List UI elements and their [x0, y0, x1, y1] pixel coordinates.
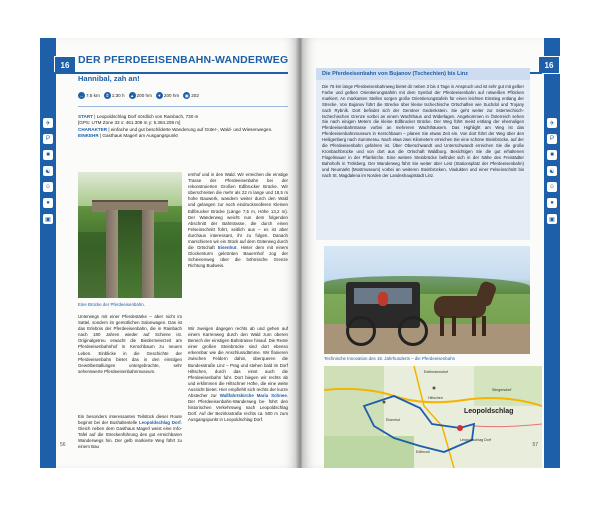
stats-divider — [78, 106, 288, 107]
stat-value: 200 hm — [136, 93, 152, 98]
route-link[interactable]: Wallfahrtskirche Maria Schnee — [219, 393, 287, 399]
distance-icon: ↔ — [79, 93, 84, 98]
bridge-photo-caption: Eine Brücke der Pferdeeisenbahn. — [78, 302, 145, 307]
route-link[interactable]: Leopoldschlag Dorf — [139, 420, 181, 426]
para-text: ernhof und in den Wald. Wir erreichen die einstige Trasse der Pferdeeisenbahn bei der rekonstruierten Großen Edlbrucker Brücke. Wir überschreiten die mehr als 22 m lange und 18,5 m hohe Bauwerk, wandern weiter durch den Wald und gelangen zur noch eindrucksvolleren Kleinen Edlbrucker Brücke (Länge 7,5 m, Höhe 13,2 m). Der Wanderweg weicht nun dem folgenden Abschnitt der Bahntrasse, die durch einen Felseinschnitt führt, seitlich aus – es ist aber durchaus interessant, ihr zu folgen. Danach marschieren wir ein Stück auf dem Güterweg durch die Ortschaft — [188, 172, 288, 251]
route-map[interactable] — [324, 366, 542, 468]
bus-icon: ■ — [43, 150, 53, 160]
meta-key: START — [78, 114, 93, 119]
descent-icon: ▼ — [157, 93, 162, 98]
meta-text: | Leopoldschlag Dorf nördlich von Rainbach, 730 m — [92, 114, 199, 119]
route-description-paragraph — [188, 172, 288, 270]
ascent-icon: ▲ — [130, 93, 135, 98]
route-continuation-paragraph — [188, 326, 288, 424]
para-text: . Gleich neben dem Gasthaus Magerl weist eine Info-Tafel auf die Streckenführung des gut erreichbaren Wanderwegs hin. Der gelb markierte Weg führt zu einem Bau — [78, 420, 182, 450]
meta-text: | einfache und gut beschilderte Wanderung auf Güter-, Wald- und Wiesenwegen. — [107, 126, 273, 132]
duration-icon: ⏱ — [105, 93, 109, 98]
info-box-title: Die Pferdeeisenbahn von Bujanov (Tschechien) bis Linz — [322, 71, 468, 77]
para-text: Wir zweigen dagegen rechts ab und gehen auf einem Karrenweg durch den Wald zum oberen Bereich der einstigen Bahntrasse hinauf. Die Reste einer großen Steinbrücke sind dort ebenso erkennbar wie die Anschlussdämme. Wir flanieren zwischen Feldern dahin, überqueren die Bundesstraße Linz – Prag und stehen bald im Dorf Hiltschen, durch das einst auch die Pferdeeisenbahn fuhr. Dort biegen wir rechts ab und erklimmen die Hiltschner Höhe, die eine weite Aussicht bietet. Hier empfiehlt sich rechts der kurze Abstecher zur — [188, 326, 288, 399]
hiking-icon: ✈ — [547, 118, 557, 128]
page-title: DER PFERDEEISENBAHN-WANDERWEG — [78, 54, 289, 66]
right-sidebar-icons — [547, 118, 557, 224]
map-place-label: Eisenhut — [386, 418, 400, 422]
tour-stats — [78, 92, 199, 99]
stat-value: 200 hm — [163, 93, 180, 98]
bridge-photo — [78, 172, 182, 298]
hiking-icon: ✈ — [43, 118, 53, 128]
museum-icon: ▣ — [43, 214, 53, 224]
bike-icon: ● — [43, 198, 53, 208]
meta-key: CHARAKTER — [78, 126, 108, 132]
map-place-label: Hiltschen — [428, 396, 443, 400]
left-page — [40, 38, 298, 468]
stat-value: 7,5 km — [86, 93, 100, 98]
map-place-label: Leopoldschlag Dorf — [460, 438, 491, 442]
family-icon: ☺ — [548, 184, 556, 190]
parking-icon: P — [43, 134, 53, 144]
restaurant-icon: ☯ — [43, 166, 53, 176]
route-link[interactable]: Eisenhut — [217, 245, 237, 251]
page-number: 56 — [60, 442, 66, 448]
parking-icon: P — [547, 134, 557, 144]
intro-text: Unterwegs mit einer Pferdestärke – aber nicht im Sattel, sondern im gemütlichen Salonwagen. Das ist das Erlebnis der Pferdeeisenbahn, die in Rainbach nach 180 Jahren wieder auf Schiene ist. Originalgetreu erwacht die Biedermeierzeit am Pferdeeisenbahnhof in Kerschbaum zu neuem Leben. Einblicke in die Geschichte der Pferdeeisenbahn bietet das in den einstigen Gewölbestallungen untergebrachte, sehr sehenswerte Pferdeeisenbahnmuseum. — [78, 314, 182, 374]
map-place-label: Stiegersdorf — [492, 388, 512, 392]
intro-paragraph — [78, 314, 182, 375]
tour-number-badge: 16 — [538, 56, 560, 74]
page-number: 57 — [532, 442, 538, 448]
bike-icon: ● — [547, 198, 557, 208]
family-icon: ☺ — [44, 184, 52, 190]
meta-text: [GPS: UTM Zone 33 x: 461.308 m y: 5.384.208 m] — [78, 120, 181, 126]
map-place-label: Edlbruck — [416, 450, 430, 454]
tour-number-badge: 16 — [54, 56, 76, 74]
stat-value: 1:30 h — [111, 93, 125, 98]
para-text: . Hinter dem mit einem Glockenturm gekrönten Bauernhof zog der Schienenweg über die böhmische Grenze Richtung Budweis. — [188, 245, 288, 269]
left-sidebar-icons — [43, 118, 53, 224]
stat-ascent — [129, 92, 152, 99]
map-town-label: Leopoldschlag — [464, 408, 514, 415]
stat-duration — [104, 92, 125, 99]
para-text: . Der Pferdeeisenbahn-Wanderweg be- führt den historischen Verkehrsweg nach Leopoldschlag Dorf. Auf der Bezirksstraße rechts ca. 500 m zum Ausgangspunkt in Leopoldschlag Dorf. — [188, 393, 289, 423]
left-page-edge-bar — [40, 38, 56, 468]
route-map-svg — [324, 366, 542, 468]
museum-icon: ▣ — [547, 214, 557, 224]
page-subtitle: Hannibal, zah an! — [78, 74, 140, 83]
right-page — [302, 38, 560, 468]
stat-descent — [156, 92, 179, 99]
map-icon: ▣ — [184, 93, 189, 98]
carriage-photo-caption: Technische Innovation des 19. Jahrhunderts – die Pferdeeisenbahn — [324, 356, 456, 361]
info-box-text: Die 76 km lange Pferdeeisenbahnweg bietet dir neben 3 bis 4 Tage in Anspruch und ist sehr gut mit gelber Farbe und gelben Orientierungstafeln mit dem Symbol der Pferdeeisenbahn auf rotweißen Pflöcken markiert. An markanten Stellen sorgen große Orientierungstafeln für einen leichten Einstieg entlang der Strecke. Von Bujanov führt die Strecke über kleine tschechische Ortschaften wie Suchdol und Trojany nach Rybník. Dort befindet sich der Gerstner Gedenkstein. Sie geht weiter zur österreichisch-tschechischen Grenze vorbei an einem Wachthaus und Widerlagen. Angekommen in Österreich sehen Sie nach einigen Metern die kleine Edlbrucker Brücke. Der Weg führt meist entlang der ehemaligen Pferdeeisenbahntrasse vorbei an mehreren Wachthäusern. Das Highlight am Weg ist das Pferdeeisenbahnmuseum in Kerschbaum – planen Sie etwas Zeit ein. Von dort führt der Weg über den Heiligenberg nach Summerau. Nach etwa zwei Kilometern erreichen Sie eine schöne Steinbrücke, auf der die Pferdeeisenbahn gefahren ist. Über Oberschwandt und Unterschwandt erreichen Sie die große Kronbachbrücke und von dort aus die Ortschaft Waldburg. Besichtigen Sie die gut erhaltenen Flügelmauer in der Pfarrkirche. Eine weitere Steinbrücke befindet sich in der Nähe des Freistädter Bahnhofs in Trölsberg. Der Wanderweg führt Sie weiter über Lest (Stationsplatz der Pferdeeisenbahn) und Neumarkt (Mostmuseum) vorbei an weiteren Steinbrücken, Viadukten und einer Felseinschnitt bis nach St. Magdalena im Norden der Landeshauptstadt Linz. — [322, 84, 525, 178]
right-page-edge-bar — [544, 38, 560, 468]
meta-einkehr — [78, 133, 283, 139]
stat-value: 202 — [191, 93, 199, 98]
open-book — [40, 38, 560, 468]
meta-text: | Gasthaus Magerl am Ausgangspunkt — [98, 133, 178, 139]
route-start-paragraph — [78, 414, 182, 451]
carriage-photo — [324, 246, 530, 354]
tour-meta — [78, 114, 283, 140]
bus-icon: ■ — [547, 150, 557, 160]
stat-map — [183, 92, 199, 99]
stat-distance — [78, 92, 100, 99]
para-text: Ein besonders interessantes Teilstück dieser Route beginnt bei der Bushaltestelle — [78, 414, 182, 426]
meta-key: EINKEHR — [78, 133, 99, 139]
map-place-label: Edelmannsdorf — [424, 370, 449, 374]
restaurant-icon: ☯ — [547, 166, 557, 176]
